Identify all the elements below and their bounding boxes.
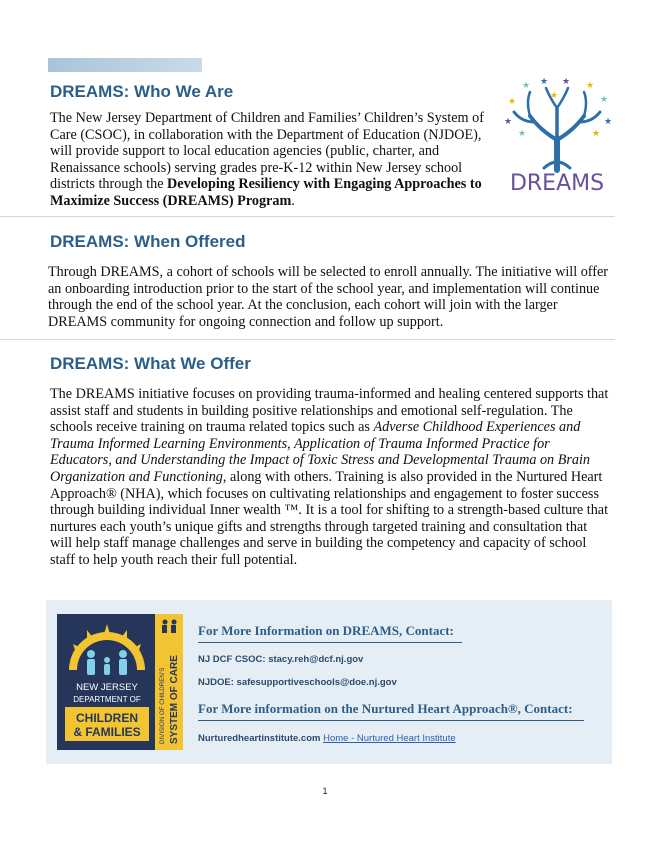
nha-home-link[interactable]: Home - Nurtured Heart Institute (323, 733, 456, 744)
page-number: 1 (322, 786, 328, 796)
divider (0, 216, 615, 217)
csoc-logo-side-small: DIVISION OF CHILDREN’S (159, 667, 166, 744)
csoc-logo-line3: CHILDREN (76, 711, 138, 725)
contact-csoc-email[interactable]: NJ DCF CSOC: stacy.reh@dcf.nj.gov (198, 654, 364, 665)
svg-text:★: ★ (518, 129, 527, 139)
svg-text:★: ★ (600, 95, 609, 105)
svg-text:★: ★ (550, 91, 559, 101)
contact-info (198, 623, 598, 744)
header-accent-bar (48, 58, 202, 72)
svg-text:★: ★ (586, 81, 595, 91)
divider (0, 339, 615, 340)
who-text: The New Jersey Department of Children and Families’ Children’s System of Care (CSOC), in collaboration with the Department of Education (NJDOE), will provide support to local education agencies (public, charter, and Renaissance schools) serving grades pre-K-12 within New Jersey school districts through the (50, 110, 484, 193)
who-bold-text: Developing Resiliency with Engaging Approaches to Maximize Success (DREAMS) Program (50, 176, 482, 209)
nha-site-text: Nurturedheartinstitute.com (198, 733, 321, 744)
title-underline (198, 720, 584, 721)
svg-text:★: ★ (522, 81, 531, 91)
dreams-logo-text: DREAMS (509, 171, 605, 196)
svg-text:★: ★ (540, 78, 549, 87)
who-paragraph (50, 110, 500, 210)
section-who-we-are (50, 82, 500, 210)
svg-text:★: ★ (604, 117, 613, 127)
offer-paragraph (50, 386, 610, 569)
csoc-logo-line2: DEPARTMENT OF (73, 695, 141, 704)
contact-title-nha: For More information on the Nurtured Heart Approach®, Contact: (198, 701, 573, 716)
csoc-logo-line4: & FAMILIES (73, 725, 141, 739)
svg-text:★: ★ (508, 97, 517, 107)
who-text-end: . (291, 192, 295, 209)
offer-text-a: The DREAMS initiative focuses on providing trauma-informed and healing centered supports that assist staff and students in building positive relationships and emotional self-regulation. The schools receive training on trauma related topics such as (50, 386, 609, 436)
svg-text:★: ★ (562, 78, 571, 87)
svg-text:★: ★ (592, 129, 601, 139)
offer-text-b: , along with others. Training is also provided in the Nurtured Heart Approach® (NHA), which focuses on cultivating relationships and engagement to foster success through building individual Inner wealth ™. It is a tool for shifting to a strength-based culture that nurtures each youth’s unique gifts and strengths through targeted training and consultation that will help staff manage challenges and serve in building the competency and capacity of school staff to help youth reach their full potential. (50, 468, 609, 568)
section-when-offered (50, 232, 610, 330)
when-heading: DREAMS: When Offered (50, 232, 246, 251)
who-heading: DREAMS: Who We Are (50, 82, 234, 101)
offer-italic-text: Adverse Childhood Experiences and Trauma Informed Learning Environments, Application of Trauma Informed Practice for Educators, and Understanding the Impact of Toxic Stress and Developmental Trauma on Brain Organization and Functioning (50, 419, 591, 485)
section-what-we-offer (50, 354, 610, 569)
csoc-logo (57, 614, 183, 750)
csoc-logo-side-big: SYSTEM OF CARE (169, 655, 180, 744)
contact-njdoe-email[interactable]: NJDOE: safesupportiveschools@doe.nj.gov (198, 677, 397, 688)
svg-text:★: ★ (504, 117, 513, 127)
offer-heading: DREAMS: What We Offer (50, 354, 251, 373)
when-paragraph: Through DREAMS, a cohort of schools will be selected to enroll annually. The initiative will offer an onboarding introduction prior to the start of the school year, and implementation will continue through the end of the school year. At the conclusion, each cohort will join with the larger DREAMS community for ongoing connection and follow up support. (48, 264, 609, 330)
contact-title-dreams: For More Information on DREAMS, Contact: (198, 623, 454, 638)
csoc-logo-line1: NEW JERSEY (76, 682, 138, 693)
title-underline (198, 642, 462, 643)
contact-nha-site (198, 733, 598, 744)
dreams-logo (500, 78, 615, 196)
